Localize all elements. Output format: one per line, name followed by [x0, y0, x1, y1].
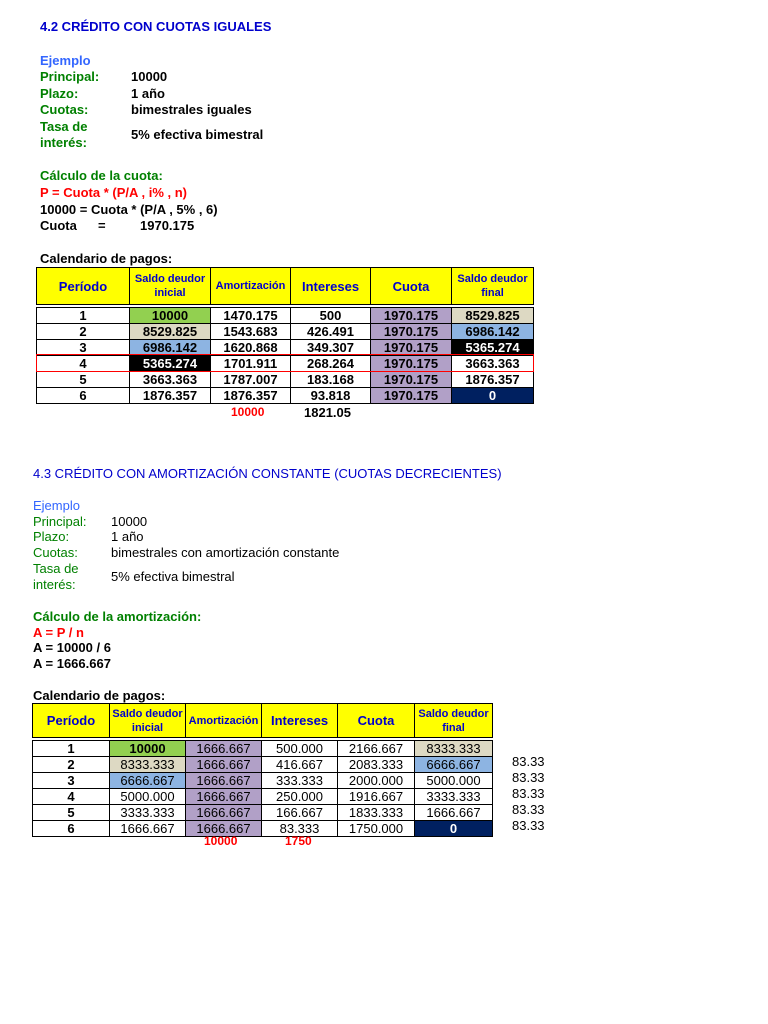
cell-saldo-inicial: 10000	[130, 308, 211, 324]
cuotas-label: Cuotas:	[40, 102, 89, 117]
cell-amortizacion: 1620.868	[211, 340, 291, 356]
table-row	[33, 773, 493, 789]
header-periodo: Período	[37, 268, 130, 305]
table-row	[37, 324, 534, 340]
principal-value-2: 10000	[111, 514, 148, 529]
cell-intereses: 349.307	[291, 340, 371, 356]
cell-amortizacion: 1470.175	[211, 308, 291, 324]
cell-periodo: 2	[33, 757, 110, 773]
cell-intereses: 500.000	[262, 741, 338, 757]
section-title-4-2: 4.2 CRÉDITO CON CUOTAS IGUALES	[40, 19, 272, 34]
header-amortizacion: Amortización	[186, 704, 262, 738]
table-row	[37, 372, 534, 388]
side-value: 83.33	[512, 754, 545, 769]
cell-saldo-final: 0	[415, 821, 493, 837]
cell-cuota: 1970.175	[371, 340, 452, 356]
calendario-title: Calendario de pagos:	[40, 251, 173, 266]
cell-cuota: 2166.667	[338, 741, 415, 757]
cell-amortizacion: 1666.667	[186, 805, 262, 821]
tasa-label-line2: interés:	[40, 135, 87, 150]
cuota-value: 1970.175	[140, 218, 195, 233]
cell-saldo-inicial: 5365.274	[130, 356, 211, 372]
header-cuota: Cuota	[338, 704, 415, 738]
tasa-label-2-line1: Tasa de	[33, 561, 79, 576]
cell-periodo: 6	[37, 388, 130, 404]
cell-cuota: 1916.667	[338, 789, 415, 805]
sum-intereses: 1821.05	[304, 405, 351, 420]
calc-amort-title: Cálculo de la amortización:	[33, 609, 202, 624]
cuotas-value-2: bimestrales con amortización constante	[111, 545, 340, 560]
cell-saldo-final: 6986.142	[452, 324, 534, 340]
cell-periodo: 6	[33, 821, 110, 837]
cuotas-value: bimestrales iguales	[131, 102, 252, 117]
section-title-4-3: 4.3 CRÉDITO CON AMORTIZACIÓN CONSTANTE (CUOTAS DECRECIENTES)	[33, 466, 502, 481]
cell-cuota: 2000.000	[338, 773, 415, 789]
sum-amortizacion: 10000	[231, 405, 265, 419]
cell-intereses: 183.168	[291, 372, 371, 388]
cell-periodo: 3	[37, 340, 130, 356]
cell-cuota: 1970.175	[371, 308, 452, 324]
cell-cuota: 1970.175	[371, 324, 452, 340]
calc-cuota-title: Cálculo de la cuota:	[40, 168, 163, 183]
principal-value: 10000	[131, 69, 168, 84]
cell-intereses: 268.264	[291, 356, 371, 372]
table-row	[33, 789, 493, 805]
cell-periodo: 1	[37, 308, 130, 324]
cell-periodo: 2	[37, 324, 130, 340]
cell-saldo-final: 0	[452, 388, 534, 404]
formula-amort: A = P / n	[33, 625, 84, 640]
cell-saldo-inicial: 5000.000	[110, 789, 186, 805]
cell-cuota: 1833.333	[338, 805, 415, 821]
cell-periodo: 5	[33, 805, 110, 821]
cell-intereses: 93.818	[291, 388, 371, 404]
header-saldo-final: Saldo deudor final	[452, 268, 534, 305]
table-row	[33, 757, 493, 773]
cell-periodo: 4	[33, 789, 110, 805]
header-saldo-final: Saldo deudor final	[415, 704, 493, 738]
table-header-2	[33, 704, 493, 738]
cell-amortizacion: 1787.007	[211, 372, 291, 388]
plazo-value-2: 1 año	[111, 529, 144, 544]
plazo-label: Plazo:	[40, 86, 79, 101]
cell-intereses: 416.667	[262, 757, 338, 773]
cell-periodo: 1	[33, 741, 110, 757]
table-row	[37, 388, 534, 404]
tasa-label-2	[33, 561, 79, 592]
tasa-value: 5% efectiva bimestral	[131, 127, 264, 142]
cuota-equals: =	[98, 218, 106, 233]
cell-amortizacion: 1666.667	[186, 789, 262, 805]
side-value: 83.33	[512, 818, 545, 833]
cell-intereses: 166.667	[262, 805, 338, 821]
side-value: 83.33	[512, 786, 545, 801]
tasa-label-line1: Tasa de	[40, 119, 88, 134]
cell-periodo: 4	[37, 356, 130, 372]
cell-periodo: 3	[33, 773, 110, 789]
cell-amortizacion: 1666.667	[186, 773, 262, 789]
table-row	[37, 340, 534, 356]
table-row	[33, 741, 493, 757]
sum-cuota-2: 1750	[285, 834, 312, 848]
header-saldo-inicial: Saldo deudor inicial	[110, 704, 186, 738]
cell-saldo-inicial: 3333.333	[110, 805, 186, 821]
sum-amortizacion-2: 10000	[204, 834, 238, 848]
payment-table-4-3	[32, 703, 493, 837]
tasa-label	[40, 119, 87, 150]
header-cuota: Cuota	[371, 268, 452, 305]
cell-amortizacion: 1876.357	[211, 388, 291, 404]
table-row	[33, 805, 493, 821]
cell-saldo-inicial: 1666.667	[110, 821, 186, 837]
table-row	[33, 821, 493, 837]
header-amortizacion: Amortización	[211, 268, 291, 305]
eq-cuota: 10000 = Cuota * (P/A , 5% , 6)	[40, 202, 218, 217]
cell-cuota: 1970.175	[371, 372, 452, 388]
cell-amortizacion: 1666.667	[186, 757, 262, 773]
plazo-value: 1 año	[131, 86, 165, 101]
cell-saldo-final: 5000.000	[415, 773, 493, 789]
cell-amortizacion: 1666.667	[186, 741, 262, 757]
table-header	[37, 268, 534, 305]
table-row	[37, 308, 534, 324]
table-row	[37, 356, 534, 372]
cell-intereses: 426.491	[291, 324, 371, 340]
header-intereses: Intereses	[291, 268, 371, 305]
side-value: 83.33	[512, 802, 545, 817]
cell-saldo-inicial: 3663.363	[130, 372, 211, 388]
principal-label: Principal:	[40, 69, 100, 84]
cell-saldo-final: 1876.357	[452, 372, 534, 388]
cell-saldo-inicial: 6666.667	[110, 773, 186, 789]
eq-amort-2: A = 1666.667	[33, 656, 111, 671]
cell-cuota: 1750.000	[338, 821, 415, 837]
cell-saldo-final: 8333.333	[415, 741, 493, 757]
header-saldo-inicial: Saldo deudor inicial	[130, 268, 211, 305]
cell-saldo-final: 6666.667	[415, 757, 493, 773]
cell-periodo: 5	[37, 372, 130, 388]
ejemplo-label: Ejemplo	[40, 53, 91, 68]
cell-saldo-inicial: 10000	[110, 741, 186, 757]
cell-cuota: 2083.333	[338, 757, 415, 773]
ejemplo-label-2: Ejemplo	[33, 498, 80, 513]
cell-intereses: 250.000	[262, 789, 338, 805]
cell-saldo-final: 1666.667	[415, 805, 493, 821]
plazo-label-2: Plazo:	[33, 529, 70, 544]
cell-cuota: 1970.175	[371, 388, 452, 404]
calendario-title-2: Calendario de pagos:	[33, 688, 166, 703]
tasa-value-2: 5% efectiva bimestral	[111, 569, 235, 584]
header-intereses: Intereses	[262, 704, 338, 738]
cell-saldo-inicial: 8529.825	[130, 324, 211, 340]
formula-cuota: P = Cuota * (P/A , i% , n)	[40, 185, 187, 200]
cell-saldo-inicial: 1876.357	[130, 388, 211, 404]
cell-intereses: 333.333	[262, 773, 338, 789]
cuota-label: Cuota	[40, 218, 77, 233]
principal-label-2: Principal:	[33, 514, 87, 529]
eq-amort-1: A = 10000 / 6	[33, 640, 111, 655]
cell-intereses: 500	[291, 308, 371, 324]
side-value: 83.33	[512, 770, 545, 785]
cell-saldo-final: 3333.333	[415, 789, 493, 805]
cell-cuota: 1970.175	[371, 356, 452, 372]
cell-saldo-inicial: 6986.142	[130, 340, 211, 356]
cell-saldo-inicial: 8333.333	[110, 757, 186, 773]
cell-saldo-final: 3663.363	[452, 356, 534, 372]
cell-amortizacion: 1701.911	[211, 356, 291, 372]
cuotas-label-2: Cuotas:	[33, 545, 78, 560]
header-periodo: Período	[33, 704, 110, 738]
payment-table-4-2	[36, 267, 534, 404]
cell-saldo-final: 5365.274	[452, 340, 534, 356]
tasa-label-2-line2: interés:	[33, 577, 76, 592]
cell-intereses: 83.333	[262, 821, 338, 837]
cell-amortizacion: 1543.683	[211, 324, 291, 340]
cell-saldo-final: 8529.825	[452, 308, 534, 324]
cell-amortizacion: 1666.667	[186, 821, 262, 837]
